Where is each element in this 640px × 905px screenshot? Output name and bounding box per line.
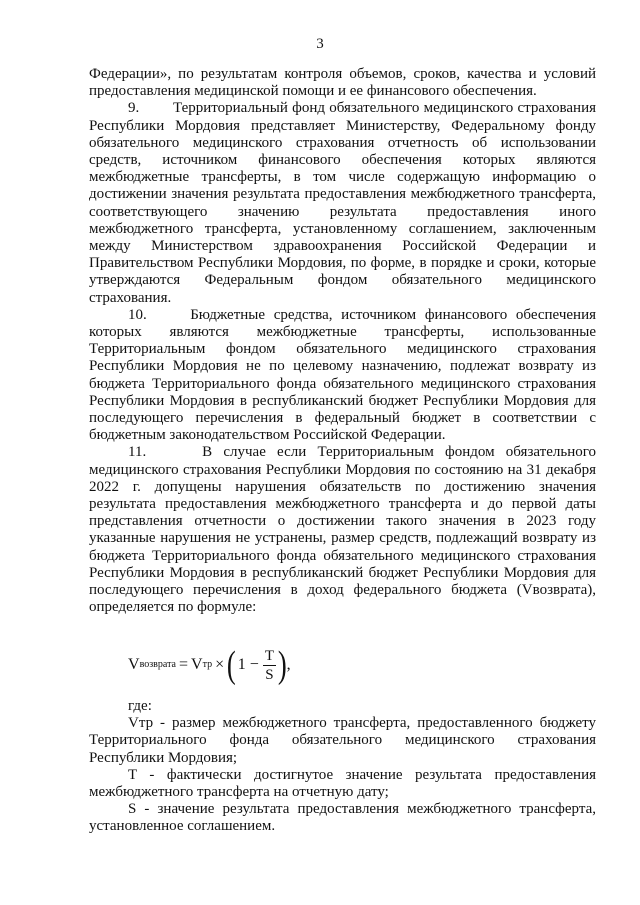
- body-text: [89, 66, 596, 617]
- formula-times: ×: [215, 656, 225, 673]
- formula-lhs-subscript: возврата: [139, 659, 176, 670]
- definition-vtr: Vтр - размер межбюджетного трансферта, предоставленного бюджету Территориального фонда обязательного медицинского страхования Республики Мордовия;: [89, 715, 596, 766]
- formula-open-paren: (: [227, 644, 236, 686]
- definitions-text: [89, 698, 596, 836]
- formula-equals: =: [179, 656, 189, 673]
- formula-one-minus: 1 −: [237, 656, 259, 673]
- definition-t: T - фактически достигнутое значение результата предоставления межбюджетного трансферта на отчетную дату;: [89, 766, 596, 801]
- paragraph-continuation: Федерации», по результатам контроля объемов, сроков, качества и условий предоставления медицинской помощи и ее финансового обеспечения.: [89, 66, 596, 100]
- paragraph-9: 9. Территориальный фонд обязательного медицинского страхования Республики Мордовия представляет Министерству, Федеральному фонду обязательного медицинского страхования отчетность об использовании средств, источником финансового обеспечения которых являются межбюджетные трансферты, в том числе содержащую информацию о достижении значения результата предоставления межбюджетного трансферта, соответствующего значению результата предоставления иного межбюджетного трансферта, установленному соглашением, заключенным между Министерством здравоохранения Российской Федерации и Правительством Республики Мордовия, по форме, в порядке и сроки, которые утверждаются Федеральным фондом обязательного медицинского страхования.: [89, 100, 596, 306]
- definitions-intro: где:: [128, 698, 152, 714]
- refund-formula: [128, 638, 291, 692]
- formula-lhs-symbol: V: [128, 656, 140, 673]
- formula-fraction: [263, 647, 276, 684]
- definition-s: S - значение результата предоставления межбюджетного трансферта, установленное соглашением.: [89, 801, 596, 835]
- formula-numerator: T: [264, 647, 274, 664]
- page-number: 3: [316, 36, 324, 52]
- formula-denominator: S: [265, 666, 274, 683]
- formula-rhs-symbol: V: [191, 656, 203, 673]
- formula-trailing: ,: [286, 656, 291, 673]
- paragraph-11: 11. В случае если Территориальным фондом обязательного медицинского страхования Республики Мордовия по состоянию на 31 декабря 2022 г. допущены нарушения обязательств по достижению значения результата предоставления межбюджетного трансферта и до первой даты представления отчетности о достижении такого значения в 2023 году указанные нарушения не устранены, размер средств, подлежащий возврату из бюджета Территориального фонда обязательного медицинского страхования Республики Мордовия в республиканский бюджет Республики Мордовия для последующего перечисления в доход федерального бюджета (Vвозврата), определяется по формуле:: [89, 444, 596, 616]
- formula-close-paren: ): [277, 644, 287, 686]
- paragraph-10: 10. Бюджетные средства, источником финансового обеспечения которых являются межбюджетные трансферты, использованные Территориальным фондом обязательного медицинского страхования Республики Мордовия не по целевому назначению, подлежат возврату из бюджета Территориального фонда обязательного медицинского страхования Республики Мордовия в республиканский бюджет Республики Мордовия для последующего перечисления в федеральный бюджет в соответствии с бюджетным законодательством Российской Федерации.: [89, 306, 596, 444]
- formula-rhs-subscript: тр: [202, 659, 213, 670]
